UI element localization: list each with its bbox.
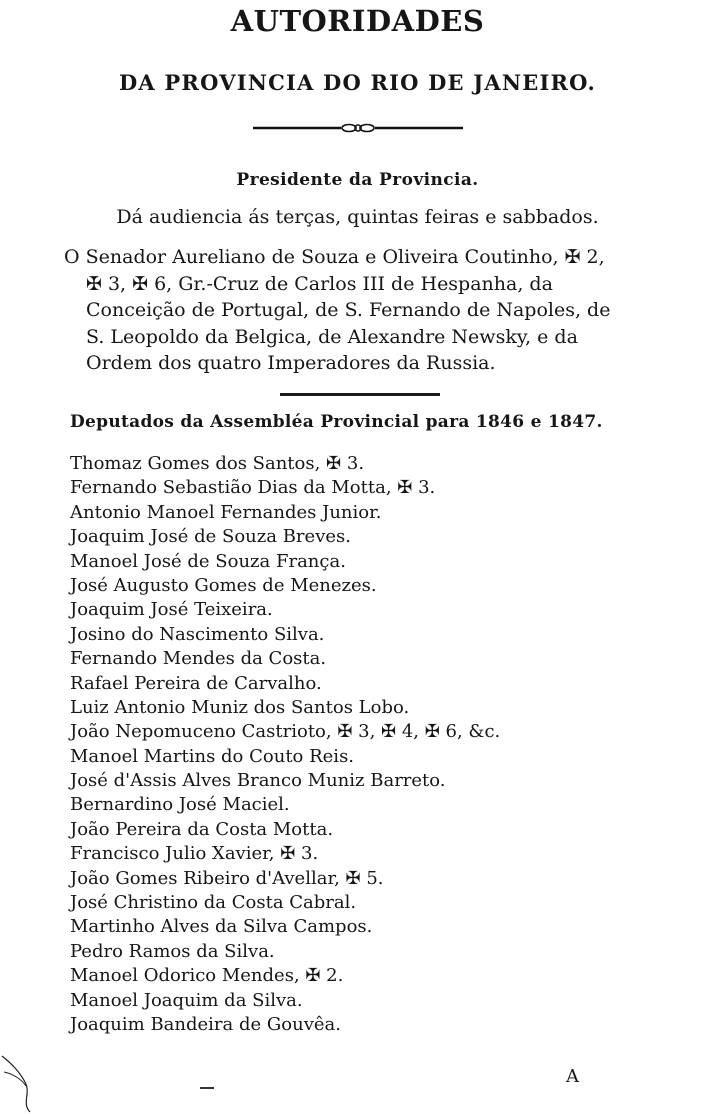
list-item: Martinho Alves da Silva Campos. bbox=[70, 916, 373, 938]
list-item: Manoel Joaquim da Silva. bbox=[70, 989, 303, 1011]
signature-mark: A bbox=[566, 1066, 579, 1087]
list-item: José d'Assis Alves Branco Muniz Barreto. bbox=[70, 770, 446, 792]
deputies-heading: Deputados da Assembléa Provincial para 1846 e 1847. bbox=[70, 412, 603, 432]
list-item: Josino do Nascimento Silva. bbox=[70, 623, 325, 645]
ornament-divider-icon bbox=[253, 121, 463, 135]
list-item: Joaquim Bandeira de Gouvêa. bbox=[70, 1013, 341, 1035]
list-item: João Pereira da Costa Motta. bbox=[70, 818, 334, 840]
footer-dash bbox=[200, 1087, 214, 1089]
audience-text: Dá audiencia ás terças, quintas feiras e sabbados. bbox=[116, 206, 599, 228]
list-item: João Gomes Ribeiro d'Avellar, ✠ 5. bbox=[70, 867, 384, 889]
list-item: Manoel José de Souza França. bbox=[70, 550, 346, 572]
list-item: Joaquim José Teixeira. bbox=[70, 599, 273, 621]
list-item: Bernardino José Maciel. bbox=[70, 794, 290, 816]
list-item: José Christino da Costa Cabral. bbox=[70, 892, 357, 914]
president-line: S. Leopoldo da Belgica, de Alexandre Newsky, e da bbox=[86, 325, 578, 348]
page-title: AUTORIDADES bbox=[230, 4, 485, 38]
section-divider bbox=[280, 393, 440, 396]
list-item: Thomaz Gomes dos Santos, ✠ 3. bbox=[70, 453, 365, 474]
president-line: ✠ 3, ✠ 6, Gr.-Cruz de Carlos III de Hespanha, da bbox=[86, 272, 553, 295]
deputies-list bbox=[70, 452, 670, 1037]
page-subtitle: DA PROVINCIA DO RIO DE JANEIRO. bbox=[119, 70, 596, 95]
list-item: Rafael Pereira de Carvalho. bbox=[70, 672, 322, 694]
president-entry bbox=[64, 244, 660, 377]
list-item: Luiz Antonio Muniz dos Santos Lobo. bbox=[70, 696, 410, 718]
list-item: Pedro Ramos da Silva. bbox=[70, 940, 275, 962]
list-item: João Nepomuceno Castrioto, ✠ 3, ✠ 4, ✠ 6, &c. bbox=[70, 721, 501, 743]
list-item: Fernando Sebastião Dias da Motta, ✠ 3. bbox=[70, 477, 436, 499]
list-item: José Augusto Gomes de Menezes. bbox=[70, 574, 377, 596]
list-item: Manoel Odorico Mendes, ✠ 2. bbox=[70, 965, 344, 987]
president-heading: Presidente da Provincia. bbox=[236, 170, 479, 190]
list-item: Joaquim José de Souza Breves. bbox=[70, 526, 351, 548]
pen-stroke-icon bbox=[0, 1050, 60, 1114]
list-item: Francisco Julio Xavier, ✠ 3. bbox=[70, 843, 319, 865]
president-line: O Senador Aureliano de Souza e Oliveira Coutinho, ✠ 2, bbox=[64, 246, 605, 268]
list-item: Fernando Mendes da Costa. bbox=[70, 648, 327, 670]
president-line: Ordem dos quatro Imperadores da Russia. bbox=[86, 352, 496, 374]
president-line: Conceição de Portugal, de S. Fernando de Napoles, de bbox=[86, 299, 611, 321]
list-item: Manoel Martins do Couto Reis. bbox=[70, 745, 355, 767]
list-item: Antonio Manoel Fernandes Junior. bbox=[70, 501, 382, 523]
